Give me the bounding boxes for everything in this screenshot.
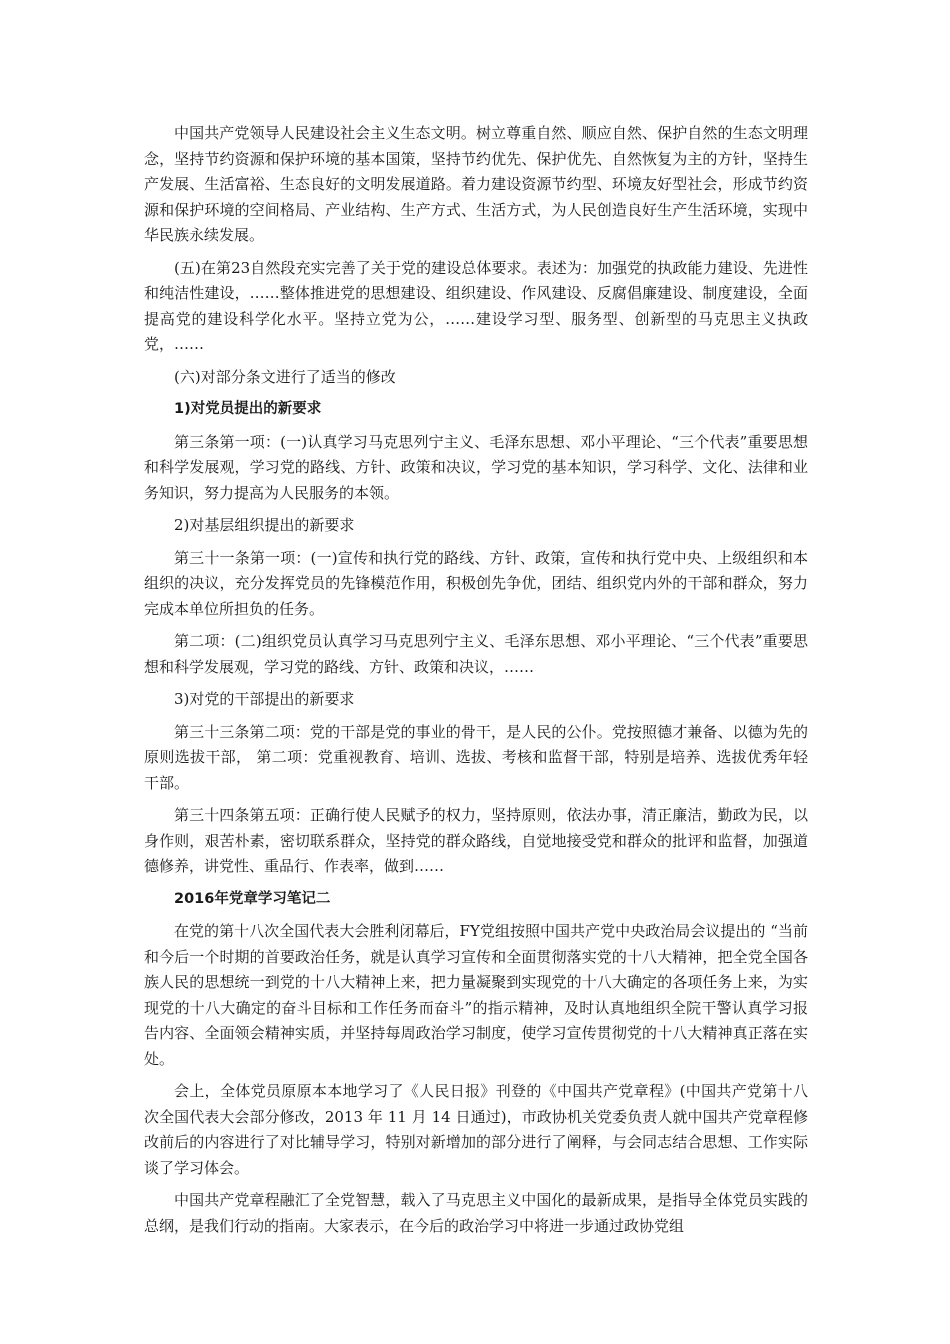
paragraph-article-31: 第三十一条第一项：(一)宣传和执行党的路线、方针、政策，宣传和执行党中央、上级组织和本组织的决议，充分发挥党员的先锋模范作用，积极创先争优，团结、组织党内外的干部和群众，努力完成本单位所担负的任务。 bbox=[144, 548, 808, 618]
paragraph-eighteenth-congress: 在党的第十八次全国代表大会胜利闭幕后，FY党组按照中国共产党中央政治局会议提出的 “当前和今后一个时期的首要政治任务，就是认真学习宣传和全面贯彻落实党的十八大精神，把全党全国各族人民的思想统一到党的十八大精神上来，把力量凝聚到实现党的十八大确定的各项任务上来，为实现党的十八大确定的奋斗目标和工作任务而奋斗”的指示精神，及时认真地组织全院干警认真学习报告内容、全面领会精神实质，并坚持每周政治学习制度，使学习宣传贯彻党的十八大精神真正落在实处。 bbox=[144, 922, 808, 1068]
subheading-grassroots-requirements: 2)对基层组织提出的新要求 bbox=[174, 516, 355, 534]
document-body bbox=[144, 121, 808, 1246]
subheading-cadre-requirements: 3)对党的干部提出的新要求 bbox=[174, 690, 355, 708]
subheading-member-requirements: 1)对党员提出的新要求 bbox=[174, 401, 322, 417]
paragraph-article-3: 第三条第一项：(一)认真学习马克思列宁主义、毛泽东思想、邓小平理论、“三个代表”重要思想和科学发展观，学习党的路线、方针、政策和决议，学习党的基本知识，学习科学、文化、法律和业务知识，努力提高为人民服务的本领。 bbox=[144, 432, 808, 502]
paragraph-charter-guidance: 中国共产党章程融汇了全党智慧，载入了马克思主义中国化的最新成果，是指导全体党员实践的总纲，是我们行动的指南。大家表示，在今后的政治学习中将进一步通过政协党组 bbox=[144, 1191, 808, 1235]
section-heading-article-revisions: (六)对部分条文进行了适当的修改 bbox=[174, 367, 396, 386]
paragraph-party-building-requirements: (五)在第23自然段充实完善了关于党的建设总体要求。表述为：加强党的执政能力建设、先进性和纯洁性建设，……整体推进党的思想建设、组织建设、作风建设、反腐倡廉建设、制度建设，全面提高党的建设科学化水平。坚持立党为公，……建设学习型、服务型、创新型的马克思主义执政党，…… bbox=[144, 258, 808, 353]
section-title-study-notes-2: 2016年党章学习笔记二 bbox=[174, 890, 331, 907]
paragraph-meeting-study: 会上，全体党员原原本本地学习了《人民日报》刊登的《中国共产党章程》(中国共产党第十八次全国代表大会部分修改，2013 年 11 月 14 日通过)，市政协机关党委负责人就中国共产党章程修改前后的内容进行了对比辅导学习，特别对新增加的部分进行了阐释，与会同志结合思想、工作实际谈了学习体会。 bbox=[144, 1082, 808, 1177]
paragraph-article-34: 第三十四条第五项：正确行使人民赋予的权力，坚持原则，依法办事，清正廉洁，勤政为民，以身作则，艰苦朴素，密切联系群众，坚持党的群众路线，自觉地接受党和群众的批评和监督，加强道德修养，讲党性、重品行、作表率，做到…… bbox=[144, 806, 808, 875]
paragraph-ecological-civilization: 中国共产党领导人民建设社会主义生态文明。树立尊重自然、顺应自然、保护自然的生态文明理念，坚持节约资源和保护环境的基本国策，坚持节约优先、保护优先、自然恢复为主的方针，坚持生产发展、生活富裕、生态良好的文明发展道路。着力建设资源节约型、环境友好型社会，形成节约资源和保护环境的空间格局、产业结构、生产方式、生活方式，为人民创造良好生产生活环境，实现中华民族永续发展。 bbox=[144, 124, 808, 244]
paragraph-article-31-item-2: 第二项：(二)组织党员认真学习马克思列宁主义、毛泽东思想、邓小平理论、“三个代表”重要思想和科学发展观，学习党的路线、方针、政策和决议，…… bbox=[144, 632, 808, 676]
paragraph-article-33: 第三十三条第二项：党的干部是党的事业的骨干，是人民的公仆。党按照德才兼备、以德为先的原则选拔干部， 第二项：党重视教育、培训、选拔、考核和监督干部，特别是培养、选拔优秀年轻干部。 bbox=[144, 722, 808, 792]
